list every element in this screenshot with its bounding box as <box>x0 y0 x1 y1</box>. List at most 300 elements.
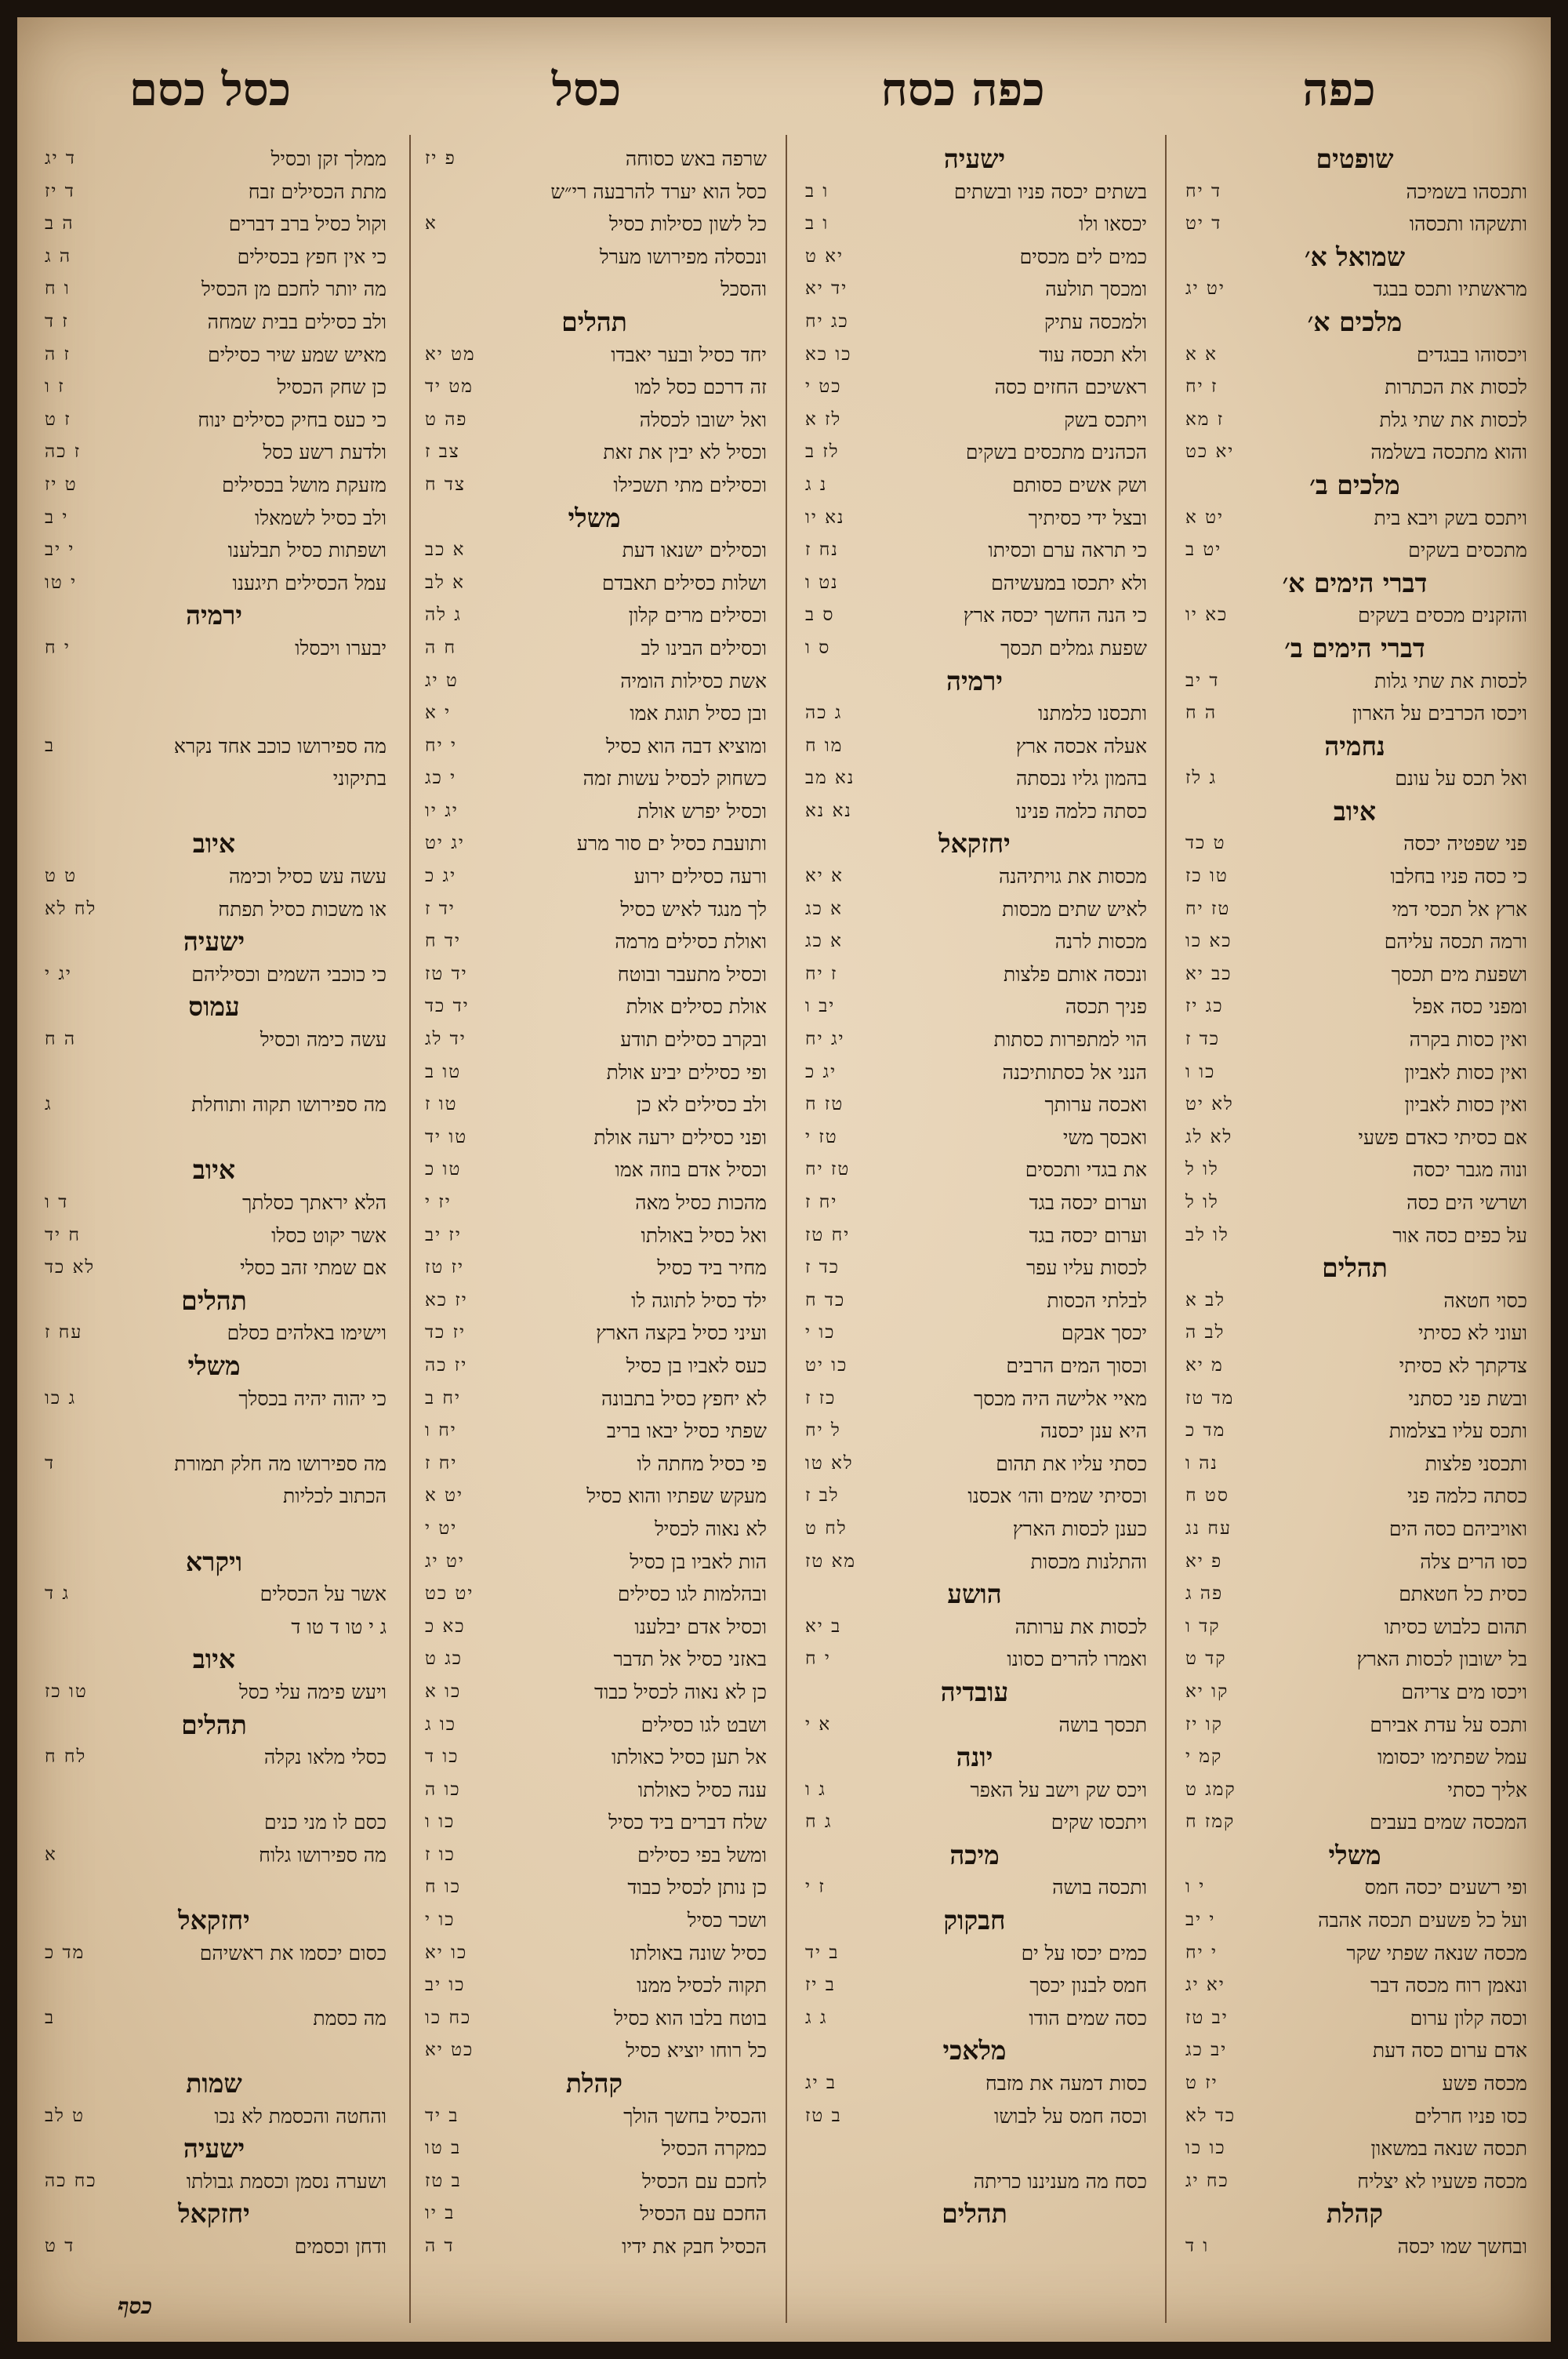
verse-text: ולדעת רשע כסל <box>263 441 387 464</box>
verse-reference: א <box>425 213 437 234</box>
verse-text: עמל הכסילים תיגענו <box>232 571 387 594</box>
verse-reference: טו יד <box>425 1126 468 1147</box>
verse-reference: קד ט <box>1185 1648 1227 1670</box>
verse-text: כסו הרים צלה <box>1420 1550 1527 1573</box>
verse-text: וכסה קלון ערום <box>1410 2006 1527 2030</box>
concordance-line <box>42 1089 387 1121</box>
verse-text: ולא יתכסו במעשיהם <box>991 571 1147 594</box>
concordance-line <box>1182 1317 1527 1350</box>
verse-text: כמים לים מכסים <box>1019 245 1147 268</box>
book-heading <box>1182 1839 1527 1872</box>
concordance-line <box>422 1709 767 1742</box>
verse-reference: ז ד <box>45 311 69 332</box>
verse-reference: ט לב <box>45 2105 85 2126</box>
book-heading <box>422 306 767 339</box>
verse-text: כל לשון כסילות כסיל <box>609 213 767 236</box>
verse-text: ושכר כסיל <box>687 1909 767 1932</box>
book-heading-text: הושע <box>947 1579 1002 1610</box>
concordance-line <box>42 176 387 209</box>
verse-text: לכסות עליו עפר <box>1026 1256 1147 1280</box>
verse-text: כל רוחו יוציא כסיל <box>626 2039 767 2063</box>
verse-reference: יב טז <box>1185 2007 1229 2028</box>
verse-text: מראשתיו ותכס בבגד <box>1373 278 1527 301</box>
running-header-col1: כפה <box>1302 63 1376 116</box>
book-heading-text: איוב <box>192 828 236 860</box>
concordance-line <box>802 1937 1147 1970</box>
verse-reference: קו יא <box>1185 1681 1229 1702</box>
book-heading-text: שופטים <box>1316 144 1394 174</box>
book-heading-text: נחמיה <box>1324 730 1385 761</box>
verse-text: כמים יכסו על ים <box>1021 1941 1147 1965</box>
concordance-line <box>422 1480 767 1513</box>
verse-reference: קד ו <box>1185 1616 1221 1637</box>
verse-reference: יט א <box>1185 507 1225 528</box>
concordance-line <box>802 371 1147 404</box>
verse-text: כעס לאביו בן כסיל <box>626 1354 767 1377</box>
running-header-col4: כסל כסם <box>129 63 292 116</box>
verse-text: מאיש שמע שיר כסילים <box>208 343 387 366</box>
concordance-line <box>802 1285 1147 1318</box>
verse-reference: כו ו <box>425 1812 456 1833</box>
verse-reference: ב יא <box>805 1616 842 1637</box>
verse-text: ותשקהו ותכסהו <box>1409 213 1527 236</box>
verse-text: וקול כסיל ברב דברים <box>228 213 387 236</box>
concordance-line <box>802 1643 1147 1676</box>
concordance-line <box>802 1383 1147 1416</box>
verse-reference: ד ו <box>45 1192 69 1212</box>
book-heading <box>42 1643 387 1676</box>
concordance-line <box>802 241 1147 274</box>
book-heading <box>1182 2197 1527 2230</box>
verse-reference: פ יא <box>1185 1550 1223 1572</box>
verse-reference: מא טז <box>805 1550 857 1572</box>
verse-text: וכסיל לא יבין את זאת <box>603 441 767 464</box>
verse-reference: יד כד <box>425 996 470 1017</box>
concordance-line <box>1182 404 1527 437</box>
verse-reference: ד יח <box>1185 180 1222 202</box>
concordance-line <box>802 404 1147 437</box>
concordance-line <box>802 1969 1147 2002</box>
verse-reference: יג י <box>45 963 72 984</box>
verse-reference: קמג ט <box>1185 1779 1236 1800</box>
verse-text: הכתוב לכליות <box>282 1485 387 1508</box>
concordance-line <box>422 1448 767 1481</box>
verse-reference: יט א <box>425 1485 464 1507</box>
verse-text: לכסות את הכתרות <box>1385 376 1527 399</box>
verse-reference: נט ו <box>805 572 839 593</box>
column-rule <box>786 135 787 2323</box>
book-heading <box>802 1676 1147 1709</box>
book-heading <box>42 1709 387 1742</box>
verse-reference: ב <box>45 735 56 756</box>
concordance-line <box>422 1937 767 1970</box>
concordance-line <box>1182 1121 1527 1154</box>
book-heading <box>802 143 1147 176</box>
concordance-line <box>422 2100 767 2133</box>
verse-text: עשה כימה וכסיל <box>260 1028 387 1052</box>
concordance-line <box>802 502 1147 535</box>
verse-text: מעקש שפתיו והוא כסיל <box>586 1485 767 1508</box>
book-heading-text: יחזקאל <box>178 2198 250 2230</box>
verse-reference: נח ז <box>805 540 839 561</box>
verse-text: החכם עם הכסיל <box>640 2202 767 2226</box>
concordance-line <box>1182 436 1527 469</box>
verse-text: חמס לבנון יכסך <box>1029 1974 1147 1997</box>
verse-text: אל תען כסיל כאולתו <box>612 1746 767 1769</box>
concordance-line <box>42 795 387 828</box>
verse-reference: ג כה <box>805 703 843 724</box>
verse-text: כי תראה ערם וכסיתו <box>988 539 1147 562</box>
verse-text: ובחשך שמו יכסה <box>1397 2235 1527 2258</box>
concordance-line <box>1182 1448 1527 1481</box>
running-headers <box>17 63 1551 133</box>
concordance-line <box>42 404 387 437</box>
concordance-line <box>422 1676 767 1709</box>
book-heading-text: ויקרא <box>185 1546 243 1577</box>
verse-text: ופי כסילים יביע אולת <box>606 1060 767 1084</box>
concordance-line <box>1182 2132 1527 2165</box>
verse-reference: ה ג <box>45 245 72 267</box>
book-heading-text: עמוס <box>188 991 240 1023</box>
verse-reference: ג <box>45 1094 53 1115</box>
book-heading <box>1182 567 1527 600</box>
concordance-line <box>42 958 387 991</box>
verse-reference: עח נג <box>1185 1518 1232 1539</box>
verse-reference: י יח <box>1185 1942 1218 1963</box>
verse-text: עמל שפתימו יכסומו <box>1377 1746 1527 1769</box>
verse-text: וכסילים הבינו לב <box>641 636 767 660</box>
verse-text: וכסיל אדם יבלענו <box>634 1615 767 1638</box>
verse-text: בתיקוני <box>332 767 387 791</box>
book-heading <box>1182 795 1527 828</box>
concordance-line <box>42 893 387 926</box>
verse-text: הלא יראתך כסלתך <box>242 1191 387 1214</box>
concordance-line <box>802 1415 1147 1448</box>
verse-text: מתכסים בשקים <box>1408 539 1527 562</box>
verse-reference: לא כד <box>45 1257 96 1278</box>
book-heading <box>42 827 387 860</box>
verse-reference: לו ל <box>1185 1159 1219 1180</box>
verse-text: הכהנים מתכסים בשקים <box>965 441 1147 464</box>
concordance-line <box>42 143 387 176</box>
concordance-line <box>42 436 387 469</box>
book-heading-text: איוב <box>192 1154 236 1186</box>
verse-reference: כו ז <box>425 1844 456 1865</box>
concordance-line <box>42 2034 387 2067</box>
concordance-line <box>802 208 1147 241</box>
verse-reference: נא נא <box>805 800 852 821</box>
concordance-line <box>42 241 387 274</box>
concordance-line <box>802 893 1147 926</box>
concordance-line <box>1182 665 1527 698</box>
verse-text: לבלתי הכסות <box>1047 1289 1147 1312</box>
concordance-line <box>422 1415 767 1448</box>
book-heading-text: איוב <box>192 1644 236 1675</box>
concordance-line <box>802 1317 1147 1350</box>
verse-text: ועוני לא כסיתי <box>1417 1321 1527 1345</box>
verse-text: מה יותר לחכם מן הכסיל <box>201 278 387 301</box>
verse-text: כי יהוה יהיה בכסלך <box>238 1387 387 1410</box>
verse-reference: ג כו <box>45 1387 77 1408</box>
verse-text: והתלנות מכסות <box>1030 1550 1147 1573</box>
verse-reference: לז א <box>805 409 842 430</box>
verse-text: כי כסה פניו בחלבו <box>1390 865 1527 889</box>
verse-text: ובשת פני כסתני <box>1408 1387 1527 1410</box>
verse-reference: סט ח <box>1185 1485 1229 1507</box>
verse-text: כן לא נאוה לכסיל כבוד <box>593 1680 767 1703</box>
concordance-line <box>422 273 767 306</box>
verse-reference: לח ט <box>805 1518 848 1539</box>
verse-text: ממלך זקן וכסיל <box>270 147 387 170</box>
book-heading-text: יחזקאל <box>178 1905 250 1936</box>
concordance-line <box>422 990 767 1023</box>
verse-text: ונוה מגבר יכסה <box>1413 1158 1527 1182</box>
verse-text: את בגדי ותכסים <box>1025 1158 1147 1182</box>
verse-text: כסו פניו חרלים <box>1414 2104 1527 2128</box>
concordance-line <box>1182 990 1527 1023</box>
verse-text: וכסוך המים הרבים <box>1006 1354 1147 1377</box>
running-header-col2: כפה כסח <box>880 63 1045 116</box>
verse-reference: ג ד <box>45 1583 70 1605</box>
concordance-line <box>422 1154 767 1187</box>
verse-text: כי כעס בחיק כסילים ינוח <box>198 408 387 431</box>
book-heading <box>42 1546 387 1579</box>
book-heading-text: איוב <box>1333 795 1377 827</box>
verse-text: בל ישובון לכסות הארץ <box>1356 1648 1527 1671</box>
verse-text: כענן לכסות הארץ <box>1012 1517 1147 1540</box>
verse-text: ושערה נסמן וכסמת גבולתו <box>186 2169 387 2193</box>
concordance-line <box>422 1839 767 1872</box>
verse-text: או משכות כסיל תפתח <box>218 897 387 921</box>
concordance-line <box>422 339 767 372</box>
verse-text: מכסות לרנה <box>1054 930 1147 954</box>
verse-reference: כו א <box>425 1681 462 1702</box>
verse-text: לא נאוה לכסיל <box>655 1517 767 1540</box>
concordance-line <box>422 1806 767 1839</box>
book-heading-text: תהלים <box>181 1709 247 1740</box>
concordance-line <box>42 1937 387 1970</box>
book-heading-text: מיכה <box>949 1839 1000 1870</box>
concordance-line <box>422 534 767 567</box>
column-rule <box>409 135 411 2323</box>
verse-text: והוא מתכסה בשלמה <box>1370 441 1527 464</box>
concordance-line <box>42 2100 387 2133</box>
concordance-line <box>42 1676 387 1709</box>
concordance-line <box>422 143 767 176</box>
verse-reference: כו ג <box>425 1714 457 1735</box>
concordance-line <box>1182 1969 1527 2002</box>
verse-reference: א כג <box>805 931 843 952</box>
concordance-line <box>422 241 767 274</box>
book-heading <box>1182 730 1527 763</box>
verse-reference: א <box>45 1844 57 1865</box>
verse-reference: ט כד <box>1185 833 1226 854</box>
concordance-line <box>422 860 767 893</box>
verse-reference: יד ח <box>425 931 462 952</box>
concordance-line <box>422 958 767 991</box>
concordance-line <box>1182 1056 1527 1089</box>
verse-reference: טו כז <box>45 1681 88 1702</box>
concordance-line <box>1182 1415 1527 1448</box>
concordance-line <box>42 1121 387 1154</box>
verse-text: כי הנה החשך יכסה ארץ <box>963 604 1147 627</box>
book-heading-text: דברי הימים ב׳ <box>1284 632 1425 663</box>
verse-reference: ב יז <box>805 1975 836 1996</box>
concordance-line <box>1182 371 1527 404</box>
verse-text: כסח מה מעניננו כריתה <box>973 2169 1147 2193</box>
concordance-line <box>1182 1871 1527 1904</box>
concordance-line <box>42 1611 387 1644</box>
verse-text: כסיל שונה באולתו <box>630 1941 767 1965</box>
verse-text: אשר יקוט כסלו <box>271 1223 387 1247</box>
verse-reference: ו ב <box>805 180 829 202</box>
verse-text: המכסה שמים בעבים <box>1370 1811 1527 1834</box>
verse-text: מתת הכסילים זבח <box>248 180 387 203</box>
verse-text: זה דרכם כסל למו <box>634 376 767 399</box>
verse-text: ומוציא דבה הוא כסיל <box>605 734 767 758</box>
verse-reference: לב ה <box>1185 1322 1225 1343</box>
book-heading-text: עובדיה <box>940 1676 1009 1707</box>
verse-reference: ט ט <box>45 866 78 887</box>
verse-reference: יא ט <box>805 245 844 267</box>
verse-text: תכסך בושה <box>1058 1713 1147 1736</box>
concordance-line <box>422 2132 767 2165</box>
verse-text: כי אין חפץ בכסילים <box>237 245 387 268</box>
verse-text: ונכסה אותם פלצות <box>1003 962 1147 986</box>
verse-reference: יג יו <box>425 800 459 821</box>
verse-text: כסתה כלמה פנינו <box>1015 799 1147 823</box>
verse-reference: נ ג <box>805 474 828 495</box>
book-heading <box>802 827 1147 860</box>
concordance-line <box>802 306 1147 339</box>
concordance-line <box>1182 1643 1527 1676</box>
concordance-line <box>422 665 767 698</box>
verse-reference: לב ז <box>805 1485 840 1507</box>
verse-reference: ב יו <box>425 2203 456 2224</box>
verse-text: כן נותן לכסיל כבוד <box>627 1876 767 1899</box>
verse-text: היא ענן יכסנה <box>1040 1419 1147 1443</box>
concordance-line <box>1182 1546 1527 1579</box>
verse-text: לך מנגד לאיש כסיל <box>620 897 767 921</box>
verse-text: ויכס שק וישב על האפר <box>970 1778 1147 1801</box>
verse-reference: יט יג <box>1185 278 1225 300</box>
verse-text: ואכסה ערותך <box>1044 1093 1147 1117</box>
verse-reference: טו כ <box>425 1159 462 1180</box>
verse-reference: יז כא <box>425 1289 468 1310</box>
verse-reference: ד יז <box>45 180 75 202</box>
concordance-line <box>422 1089 767 1121</box>
concordance-line <box>1182 2100 1527 2133</box>
verse-reference: קו יז <box>1185 1714 1223 1735</box>
concordance-line <box>1182 1741 1527 1774</box>
concordance-line <box>802 795 1147 828</box>
verse-reference: יט יג <box>425 1550 465 1572</box>
verse-reference: טז ח <box>805 1094 844 1115</box>
verse-reference: לא טו <box>805 1452 854 1474</box>
concordance-line <box>422 1252 767 1285</box>
verse-reference: טז י <box>805 1126 838 1147</box>
verse-reference: ה ח <box>45 1029 77 1050</box>
book-heading <box>42 990 387 1023</box>
concordance-line <box>802 1154 1147 1187</box>
verse-reference: כח יג <box>1185 2170 1229 2191</box>
verse-text: אליך כסתי <box>1447 1778 1527 1801</box>
verse-reference: מו ח <box>805 735 844 756</box>
verse-reference: לח לא <box>45 898 97 919</box>
verse-reference: ו ד <box>1185 2236 1210 2256</box>
verse-reference: כג ט <box>425 1648 463 1670</box>
concordance-line <box>422 1904 767 1937</box>
verse-text: ורעה כסילים ירוע <box>633 865 767 889</box>
verse-reference: יז טז <box>425 1257 465 1278</box>
verse-reference: א י <box>805 1714 832 1735</box>
concordance-line <box>802 2067 1147 2100</box>
concordance-line <box>1182 599 1527 632</box>
verse-reference: ב טז <box>425 2170 462 2191</box>
verse-text: לכסות את ערותה <box>1014 1615 1147 1638</box>
concordance-line <box>802 1056 1147 1089</box>
concordance-line <box>42 1023 387 1056</box>
verse-text: כמקרה הכסיל <box>661 2137 767 2161</box>
verse-text: אשת כסילות הומיה <box>620 669 767 692</box>
concordance-line <box>1182 1480 1527 1513</box>
verse-text: ויתכס בשק ויבא בית <box>1374 506 1527 529</box>
concordance-line <box>42 371 387 404</box>
verse-reference: כו ה <box>425 1779 461 1800</box>
verse-reference: יב ו <box>805 996 836 1017</box>
verse-text: ושק אשים כסותם <box>1012 473 1147 496</box>
book-heading <box>802 1578 1147 1611</box>
concordance-line <box>42 1056 387 1089</box>
verse-reference: ס ו <box>805 637 831 658</box>
verse-text: ויעש פימה עלי כסל <box>238 1680 387 1703</box>
concordance-line <box>42 1317 387 1350</box>
concordance-line <box>422 404 767 437</box>
concordance-line <box>1182 208 1527 241</box>
verse-text: ופי רשעים יכסה חמס <box>1364 1876 1527 1899</box>
concordance-line <box>802 1023 1147 1056</box>
verse-text: לחכם עם הכסיל <box>641 2169 767 2193</box>
concordance-line <box>42 1774 387 1807</box>
verse-text: ויכסו מים צריהם <box>1401 1680 1527 1703</box>
concordance-line <box>1182 2230 1527 2263</box>
concordance-line <box>422 1969 767 2002</box>
concordance-line <box>1182 762 1527 795</box>
verse-text: כסות דמעה את מזבח <box>985 2072 1147 2095</box>
verse-text: לכסות את שתי גלת <box>1379 408 1527 431</box>
verse-text: שפעת גמלים תכסך <box>1000 636 1147 660</box>
book-heading-text: ישעיה <box>183 2133 245 2165</box>
concordance-line <box>1182 1285 1527 1318</box>
verse-text: ומכסך תולעה <box>1045 278 1147 301</box>
concordance-line <box>802 1219 1147 1252</box>
verse-reference: יט כט <box>425 1583 474 1605</box>
verse-reference: קמ י <box>1185 1747 1223 1768</box>
concordance-line <box>42 339 387 372</box>
verse-reference: ט יג <box>425 670 459 691</box>
verse-reference: יח ז <box>425 1452 458 1474</box>
verse-text: ולב כסילים לא כן <box>636 1093 767 1117</box>
verse-reference: י א <box>425 703 452 724</box>
concordance-line <box>42 567 387 600</box>
book-heading <box>802 2197 1147 2230</box>
verse-reference: יד לג <box>425 1029 466 1050</box>
verse-text: מה ספירושו תקוה ותוחלת <box>191 1093 387 1117</box>
verse-reference: יז ט <box>1185 2073 1218 2094</box>
verse-text: ומפני כסה אפל <box>1413 995 1527 1019</box>
concordance-line <box>802 925 1147 958</box>
verse-text: יבערו ויכסלו <box>295 636 387 660</box>
